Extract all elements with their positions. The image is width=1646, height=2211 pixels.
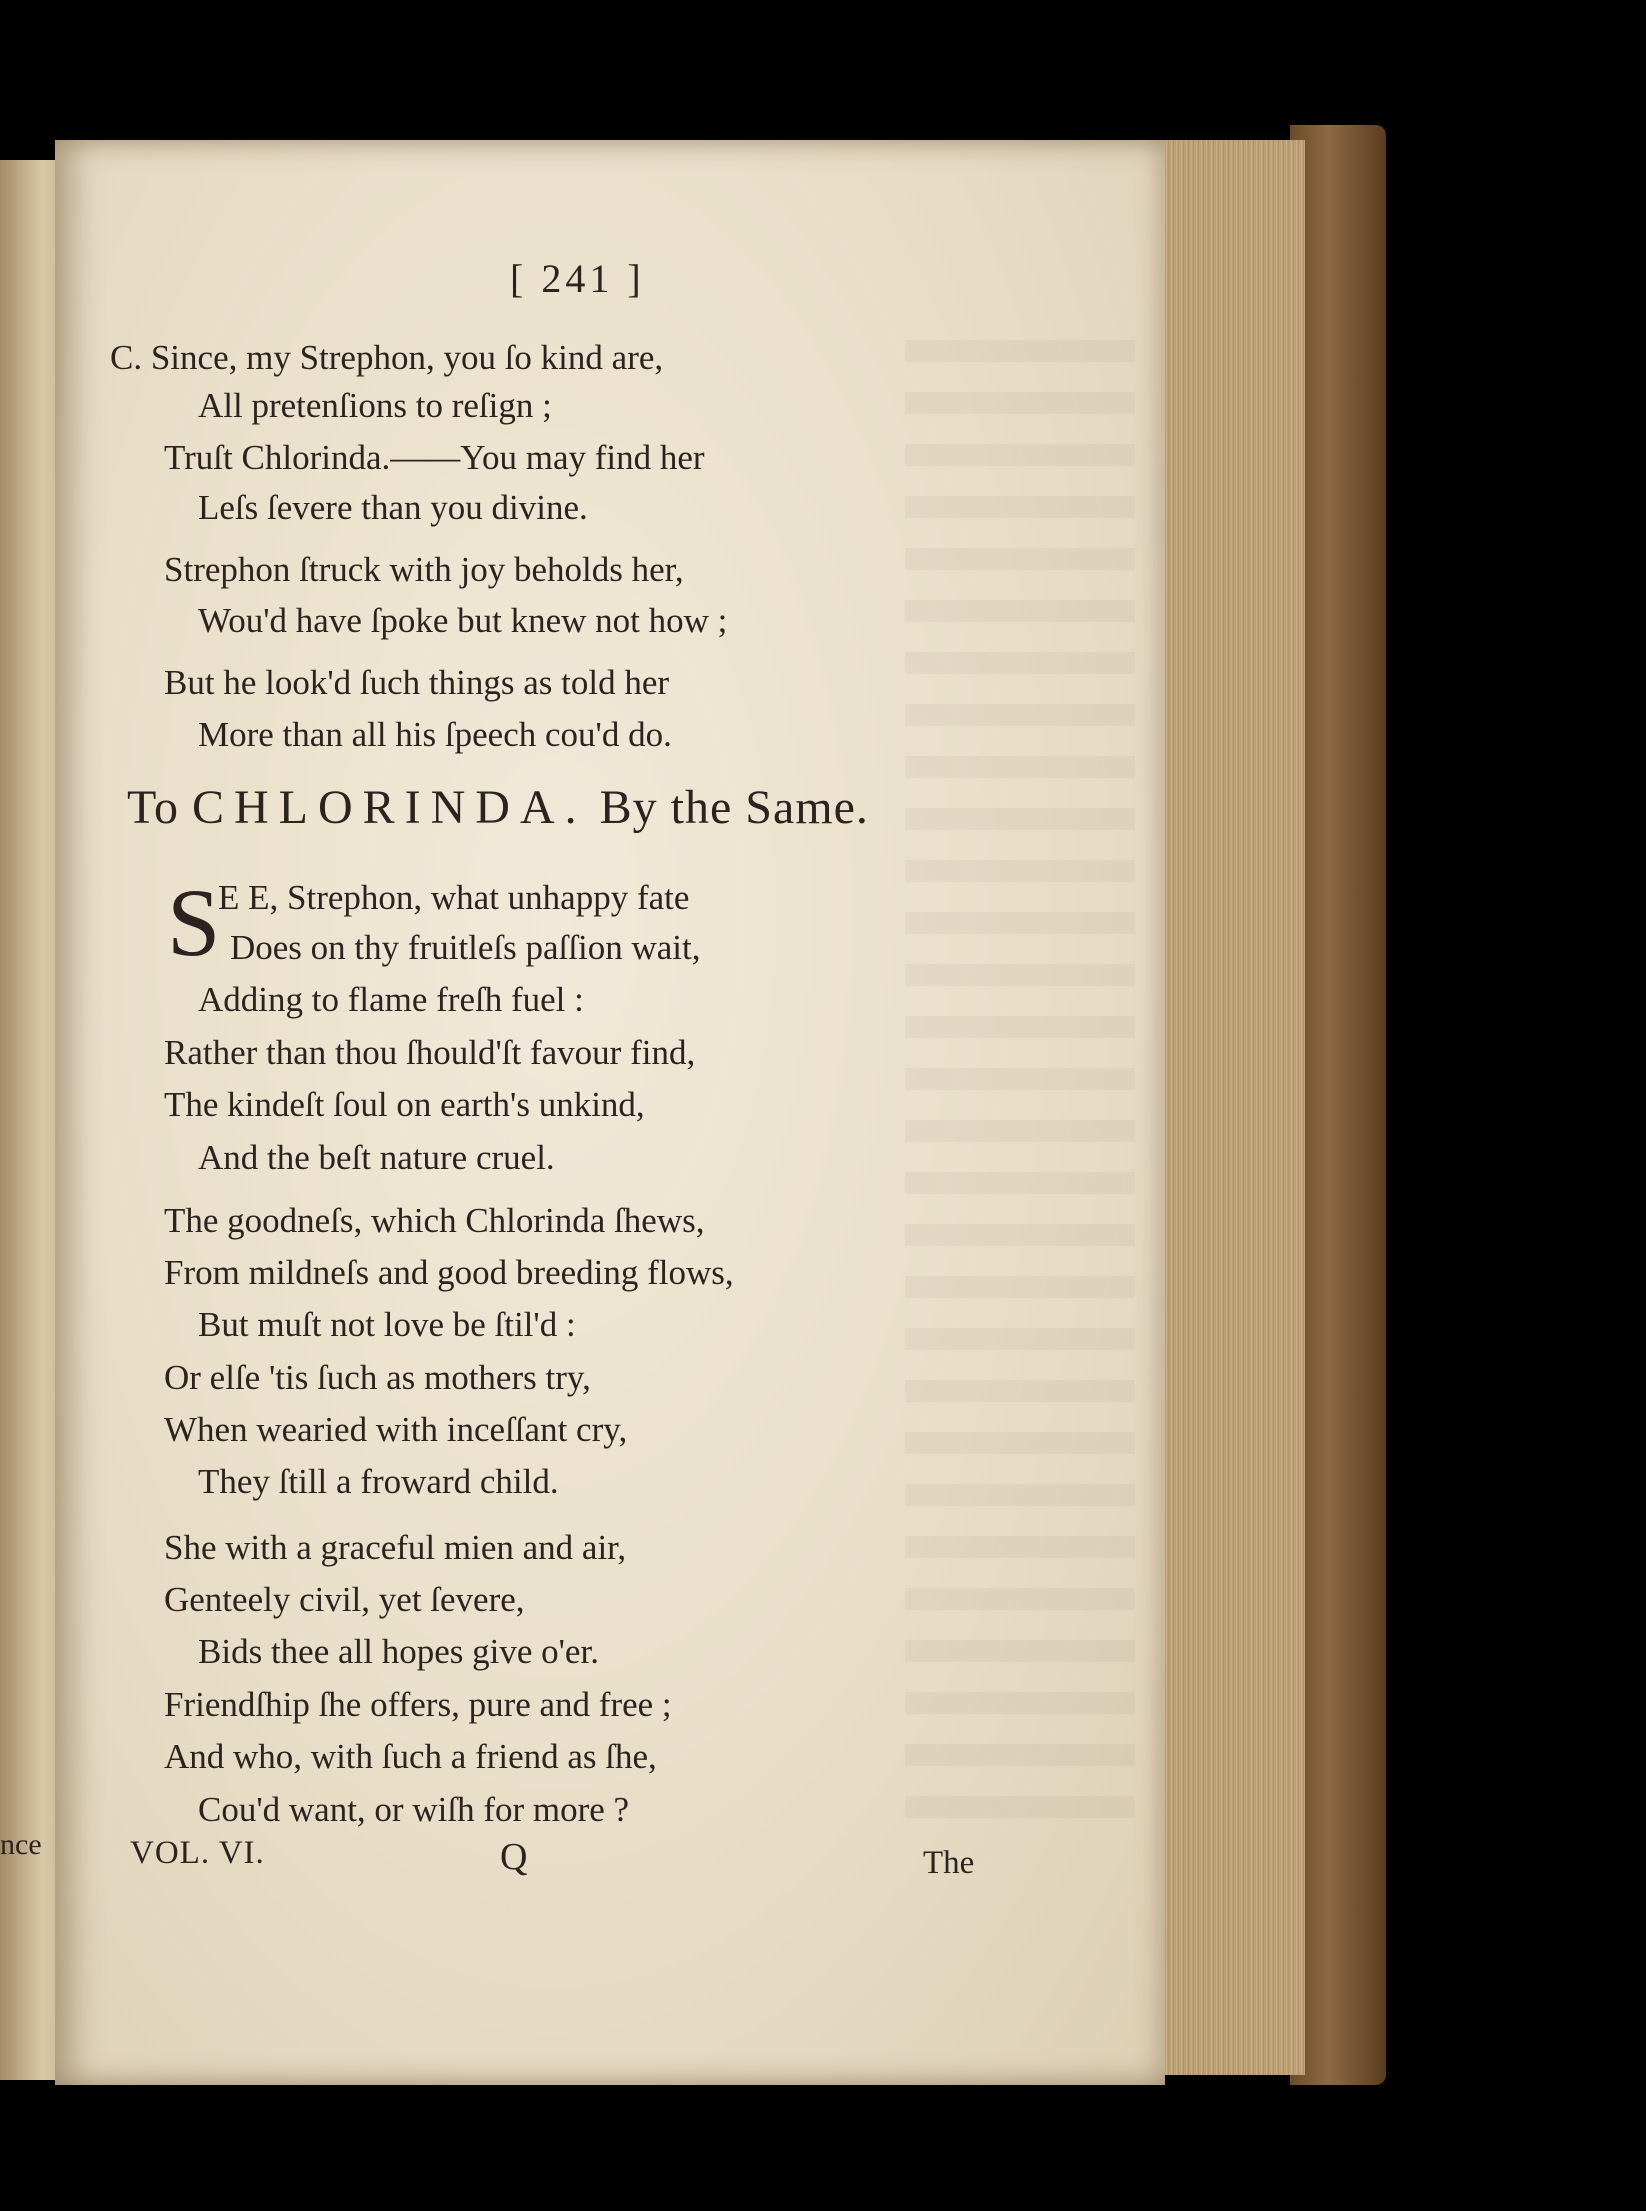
- verse-line: They ſtill a froward child.: [198, 1462, 559, 1501]
- verse-line: More than all his ſpeech cou'd do.: [198, 715, 672, 754]
- verse-line: Rather than thou ſhould'ſt favour find,: [164, 1033, 696, 1072]
- verse-line: Truſt Chlorinda.——You may find her: [164, 438, 705, 477]
- verse-line: Wou'd have ſpoke but knew not how ;: [198, 601, 728, 640]
- verse-line: Cou'd want, or wiſh for more ?: [198, 1790, 630, 1829]
- previous-page-fragment: nce: [0, 1828, 42, 1861]
- verse-line: Genteely civil, yet ſevere,: [164, 1580, 525, 1619]
- verse-line: E E, Strephon, what unhappy fate: [218, 878, 690, 917]
- book-page: [55, 140, 1165, 2085]
- signature-mark: Q: [500, 1836, 528, 1878]
- catchword: The: [923, 1845, 975, 1881]
- poem-title-suffix: By the Same.: [599, 781, 869, 834]
- volume-label: VOL. VI.: [130, 1835, 265, 1871]
- verse-line: And who, with ſuch a friend as ſhe,: [164, 1737, 657, 1776]
- verse-line: The goodneſs, which Chlorinda ſhews,: [164, 1201, 705, 1240]
- poem-title: [127, 780, 869, 835]
- verse-line: Does on thy fruitleſs paſſion wait,: [230, 928, 701, 967]
- verse-line: C. Since, my Strephon, you ſo kind are,: [110, 338, 664, 377]
- page-number: [ 241 ]: [510, 256, 645, 301]
- poem-title-name: CHLORINDA.: [191, 781, 587, 834]
- drop-cap: S: [167, 869, 221, 976]
- verse-line: When wearied with inceſſant cry,: [164, 1410, 628, 1449]
- page-fore-edge: [1155, 140, 1305, 2075]
- show-through-text: [905, 340, 1135, 1840]
- verse-line: Bids thee all hopes give o'er.: [198, 1632, 599, 1671]
- verse-line: The kindeſt ſoul on earth's unkind,: [164, 1085, 645, 1124]
- verse-line: From mildneſs and good breeding flows,: [164, 1253, 734, 1292]
- verse-line: But he look'd ſuch things as told her: [164, 663, 670, 702]
- poem-title-prefix: To: [127, 781, 179, 834]
- verse-line: And the beſt nature cruel.: [198, 1138, 555, 1177]
- verse-line: Adding to flame freſh fuel :: [198, 980, 584, 1019]
- verse-line: Strephon ſtruck with joy beholds her,: [164, 550, 684, 589]
- verse-line: All pretenſions to reſign ;: [198, 386, 552, 425]
- verse-line: She with a graceful mien and air,: [164, 1528, 627, 1567]
- verse-line: Friendſhip ſhe offers, pure and free ;: [164, 1685, 672, 1724]
- verse-line: Leſs ſevere than you divine.: [198, 488, 588, 527]
- verse-line: But muſt not love be ſtil'd :: [198, 1305, 576, 1344]
- verse-line: Or elſe 'tis ſuch as mothers try,: [164, 1358, 591, 1397]
